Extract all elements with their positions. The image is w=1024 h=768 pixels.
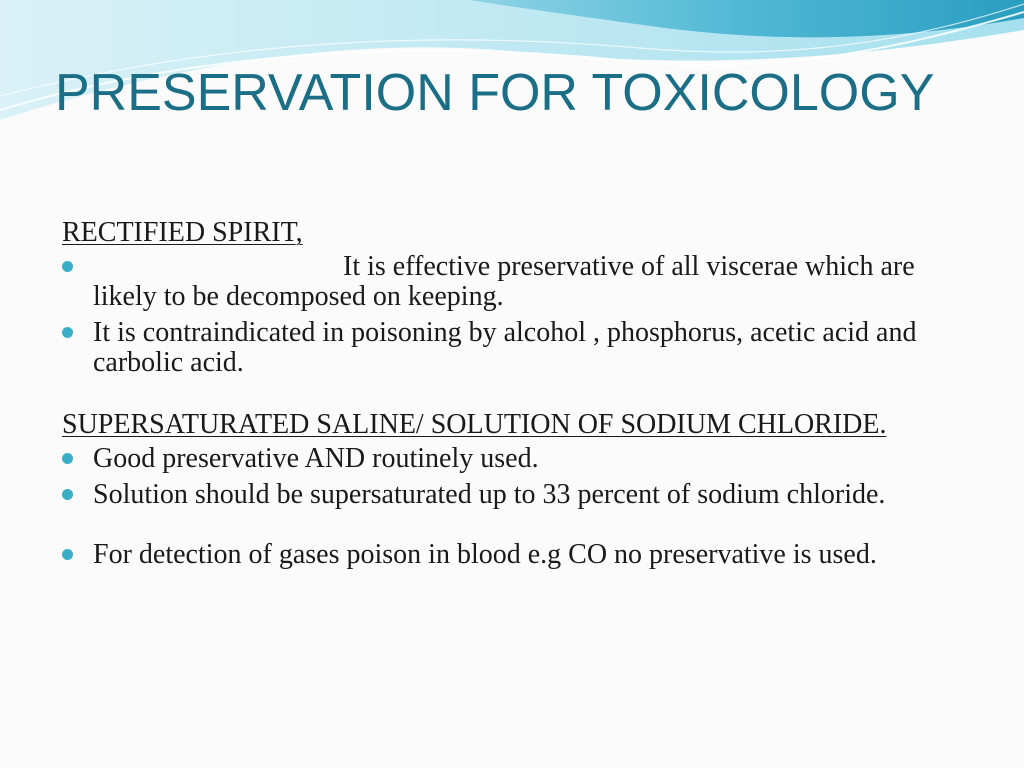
list-item	[62, 540, 982, 570]
section-heading-rectified-spirit	[62, 218, 982, 248]
rectified-spirit-bullets	[62, 252, 982, 378]
bullet-text: It is contraindicated in poisoning by alcohol , phosphorus, acetic acid and carbolic acid.	[93, 317, 917, 378]
bullet-text: It is effective preservative of all viscerae which are likely to be decomposed on keeping.	[93, 251, 915, 312]
list-item	[62, 252, 982, 312]
section-heading-text: RECTIFIED SPIRIT	[62, 217, 296, 248]
bullet-text: Good preservative AND routinely used.	[93, 443, 539, 474]
bullet-dot-icon	[62, 261, 73, 272]
bullet-spacer	[62, 516, 982, 540]
section-heading-supersaturated-saline: SUPERSATURATED SALINE/ SOLUTION OF SODIUM CHLORIDE.	[62, 409, 887, 440]
list-item	[62, 318, 982, 378]
section-spacer	[62, 384, 982, 410]
supersaturated-saline-bullets	[62, 444, 982, 570]
slide-title: PRESERVATION FOR TOXICOLOGY	[55, 64, 935, 122]
bullet-text: Solution should be supersaturated up to 33 percent of sodium chloride.	[93, 479, 886, 510]
bullet-dot-icon	[62, 489, 73, 500]
bullet-dot-icon	[62, 327, 73, 338]
bullet-dot-icon	[62, 453, 73, 464]
section-heading-suffix: ,	[295, 217, 303, 248]
bullet-text: For detection of gases poison in blood e.g CO no preservative is used.	[93, 539, 877, 570]
list-item	[62, 444, 982, 474]
slide-body	[62, 218, 982, 576]
bullet-dot-icon	[62, 549, 73, 560]
list-item	[62, 480, 982, 510]
